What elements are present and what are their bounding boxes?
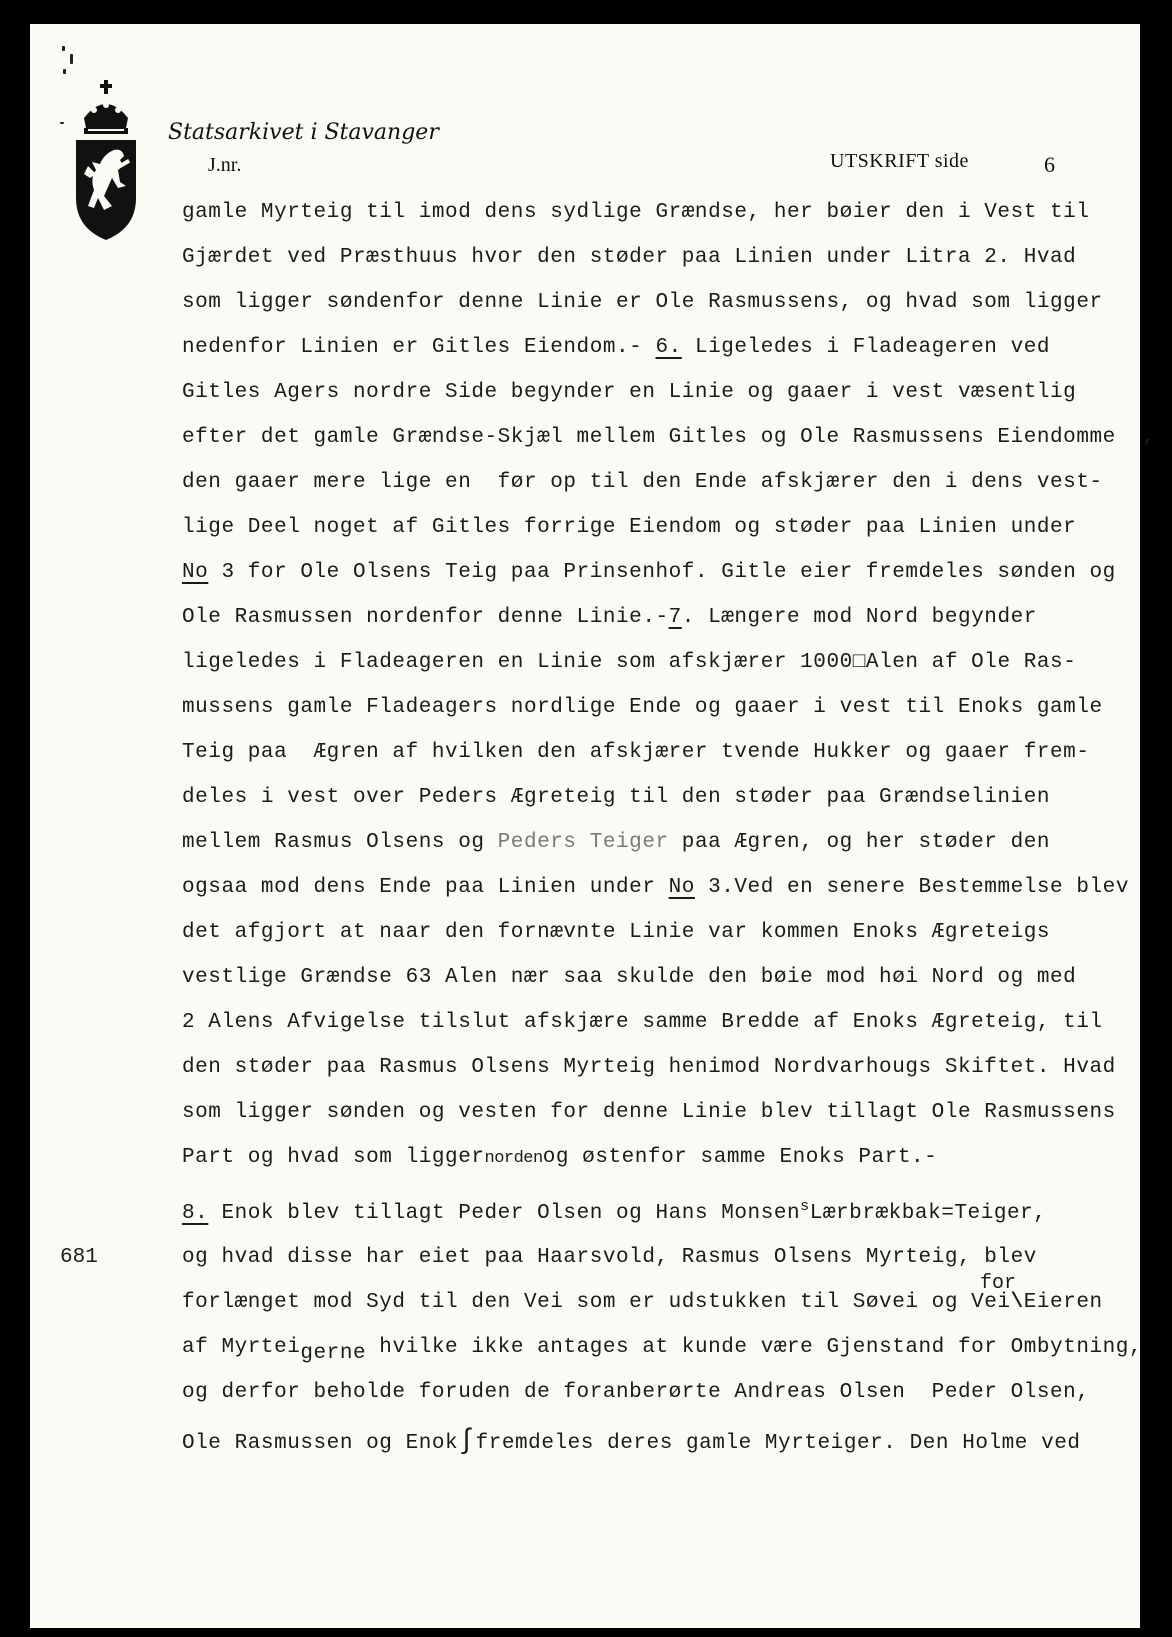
handwritten-insert: norden bbox=[484, 1149, 543, 1168]
faded-text: Peders Teiger bbox=[497, 831, 669, 854]
text-line: den gaaer mere lige en før op til den Ende afskjærer den i dens vest- bbox=[182, 471, 1103, 494]
scan-mark bbox=[60, 122, 64, 124]
text-line: den støder paa Rasmus Olsens Myrteig henimod Nordvarhougs Skiftet. Hvad bbox=[182, 1056, 1116, 1079]
subscript-insert: gerne bbox=[300, 1342, 367, 1365]
text-line: forlænget mod Syd til den Vei som er udstukken til Søvei og Vei\Eieren bbox=[182, 1291, 1103, 1314]
square-symbol: □ bbox=[852, 651, 866, 674]
section-number: 6. bbox=[655, 336, 682, 359]
insertion-mark: \ bbox=[1010, 1291, 1024, 1314]
inserted-word: for bbox=[980, 1272, 1017, 1295]
journal-number-label: J.nr. bbox=[208, 154, 242, 176]
text-line: som ligger sønden og vesten for denne Linie blev tillagt Ole Rasmussens bbox=[182, 1101, 1116, 1124]
document-sheet bbox=[30, 24, 1156, 1628]
text-line: og hvad disse har eiet paa Haarsvold, Rasmus Olsens Myrteig, blev bbox=[182, 1246, 1037, 1269]
utskrift-label: UTSKRIFT side bbox=[830, 150, 969, 172]
text-line: nedenfor Linien er Gitles Eiendom.- 6. Ligeledes i Fladeageren ved bbox=[182, 336, 1051, 359]
text-line: efter det gamle Grændse-Skjæl mellem Gitles og Ole Rasmussens Eiendomme , bbox=[182, 426, 1156, 449]
text-line: ogsaa mod dens Ende paa Linien under No 3.Ved en senere Bestemmelse blev bbox=[182, 876, 1129, 899]
text-line: ligeledes i Fladeageren en Linie som afskjærer 1000□Alen af Ole Ras- bbox=[182, 651, 1077, 674]
text-line: lige Deel noget af Gitles forrige Eiendom og støder paa Linien under bbox=[182, 516, 1077, 539]
text-line: 8. Enok blev tillagt Peder Olsen og Hans Monsen$^s$Lærbrækbak=Teiger, bbox=[182, 1198, 1047, 1225]
text-line: deles i vest over Peders Ægreteig til den støder paa Grændselinien bbox=[182, 786, 1051, 809]
text-line: vestlige Grændse 63 Alen nær saa skulde den bøie mod høi Nord og med bbox=[182, 966, 1077, 989]
text-line: 2 Alens Afvigelse tilslut afskjære samme Bredde af Enoks Ægreteig, til bbox=[182, 1011, 1103, 1034]
text-line: mussens gamle Fladeagers nordlige Ende og gaaer i vest til Enoks gamle bbox=[182, 696, 1103, 719]
margin-note: 681 bbox=[60, 1246, 98, 1269]
integral-mark: ∫ bbox=[458, 1426, 476, 1457]
text-line: af Myrteigerne hvilke ikke antages at kunde være Gjenstand for Ombytning, bbox=[182, 1336, 1143, 1365]
text-line: Gjærdet ved Præsthuus hvor den støder paa Linien under Litra 2. Hvad bbox=[182, 246, 1077, 269]
text-line: Gitles Agers nordre Side begynder en Linie og gaaer i vest væsentlig bbox=[182, 381, 1077, 404]
text-line: Part og hvad som liggernordenog østenfor samme Enoks Part.- bbox=[182, 1146, 938, 1169]
section-number: 7 bbox=[668, 606, 682, 629]
scan-mark bbox=[62, 46, 65, 51]
coat-of-arms-icon bbox=[74, 78, 138, 242]
text-line: Ole Rasmussen nordenfor denne Linie.-7. Længere mod Nord begynder bbox=[182, 606, 1037, 629]
text-line: og derfor beholde foruden de foranberørte Andreas Olsen Peder Olsen, bbox=[182, 1381, 1090, 1404]
text-line: det afgjort at naar den fornævnte Linie var kommen Enoks Ægreteigs bbox=[182, 921, 1051, 944]
section-number: 8. bbox=[182, 1202, 209, 1225]
scan-mark bbox=[70, 54, 73, 64]
scan-mark bbox=[63, 69, 66, 74]
numero-abbrev: No bbox=[182, 561, 209, 584]
superscript-s: s bbox=[800, 1198, 810, 1215]
text-line: Teig paa Ægren af hvilken den afskjærer tvende Hukker og gaaer frem- bbox=[182, 741, 1090, 764]
numero-abbrev: No bbox=[668, 876, 695, 899]
text-line: Ole Rasmussen og Enok∫fremdeles deres gamle Myrteiger. Den Holme ved bbox=[182, 1426, 1081, 1457]
page-number: 6 bbox=[1044, 152, 1055, 177]
text-line: mellem Rasmus Olsens og Peders Teiger paa Ægren, og her støder den bbox=[182, 831, 1051, 854]
text-line: No 3 for Ole Olsens Teig paa Prinsenhof. Gitle eier fremdeles sønden og bbox=[182, 561, 1116, 584]
text-line: som ligger søndenfor denne Linie er Ole Rasmussens, og hvad som ligger bbox=[182, 291, 1103, 314]
text-line: gamle Myrteig til imod dens sydlige Grændse, her bøier den i Vest til bbox=[182, 201, 1090, 224]
archive-name: Statsarkivet i Stavanger bbox=[168, 120, 439, 145]
